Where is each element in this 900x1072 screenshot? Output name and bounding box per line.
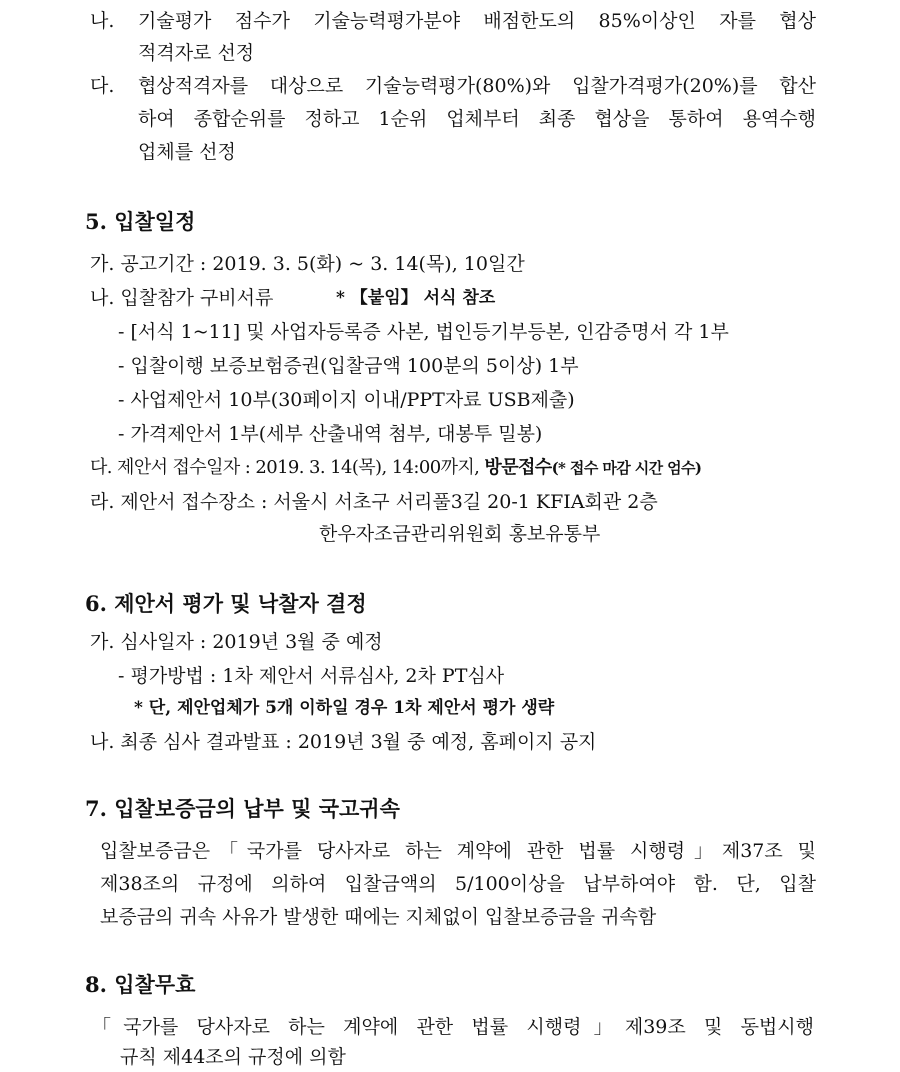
item-da-line2: 하여 종합순위를 정하고 1순위 업체부터 최종 협상을 통하여 용역수행 [138, 108, 816, 130]
s5-da-bold: 방문접수 [484, 457, 552, 478]
s5-da-text: 다. 제안서 접수일자 : 2019. 3. 14(목), 14:00까지, [90, 457, 480, 478]
s5-item-3: - 사업제안서 10부(30페이지 이내/PPT자료 USB제출) [118, 389, 575, 411]
s6-method: - 평가방법 : 1차 제안서 서류심사, 2차 PT심사 [118, 665, 505, 687]
s5-ra: 라. 제안서 접수장소 : 서울시 서초구 서리풀3길 20-1 KFIA회관 2층 [90, 491, 658, 513]
s5-item-2: - 입찰이행 보증보험증권(입찰금액 100분의 5이상) 1부 [118, 355, 579, 377]
s5-ra-line2: 한우자조금관리위원회 홍보유통부 [319, 523, 601, 545]
s5-item-1: - [서식 1~11] 및 사업자등록증 사본, 법인등기부등본, 인감증명서 각 1부 [118, 321, 729, 343]
item-da-line1: 협상적격자를 대상으로 기술능력평가(80%)와 입찰가격평가(20%)를 합산 [138, 75, 816, 97]
s7-line1: 입찰보증금은「국가를 당사자로 하는 계약에 관한 법률 시행령」제37조 및 [100, 840, 816, 862]
item-na-line2: 적격자로 선정 [138, 42, 255, 64]
s5-da [90, 453, 701, 483]
section-5-title: 5. 입찰일정 [85, 209, 196, 234]
section-6-title: 6. 제안서 평가 및 낙찰자 결정 [85, 591, 367, 616]
s7-line2: 제38조의 규정에 의하여 입찰금액의 5/100이상을 납부하여야 함. 단, 입찰 [100, 873, 816, 895]
s8-line2: 규칙 제44조의 규정에 의함 [120, 1046, 346, 1068]
s8-line1: 「국가를 당사자로 하는 계약에 관한 법률 시행령」제39조 및 동법시행 [92, 1016, 814, 1038]
s6-ga: 가. 심사일자 : 2019년 3월 중 예정 [90, 631, 383, 653]
s5-item-4: - 가격제안서 1부(세부 산출내역 첨부, 대봉투 밀봉) [118, 423, 543, 445]
s6-note: * 단, 제안업체가 5개 이하일 경우 1차 제안서 평가 생략 [134, 698, 555, 718]
s6-na: 나. 최종 심사 결과발표 : 2019년 3월 중 예정, 홈페이지 공지 [90, 731, 597, 753]
s5-ga: 가. 공고기간 : 2019. 3. 5(화) ~ 3. 14(목), 10일간 [90, 253, 525, 275]
item-na-line1: 기술평가 점수가 기술능력평가분야 배점한도의 85%이상인 자를 협상 [138, 10, 816, 32]
item-da-marker: 다. [90, 75, 115, 97]
section-7-title: 7. 입찰보증금의 납부 및 국고귀속 [85, 796, 400, 821]
section-8-title: 8. 입찰무효 [85, 972, 196, 997]
s7-line3: 보증금의 귀속 사유가 발생한 때에는 지체없이 입찰보증금을 귀속함 [100, 906, 657, 928]
item-da-line3: 업체를 선정 [138, 141, 236, 163]
item-na-marker: 나. [90, 10, 115, 32]
s5-na: 나. 입찰참가 구비서류 [90, 287, 274, 309]
s5-na-note: * 【붙임】 서식 참조 [336, 288, 496, 308]
s5-da-note: (* 접수 마감 시간 엄수) [551, 459, 702, 477]
